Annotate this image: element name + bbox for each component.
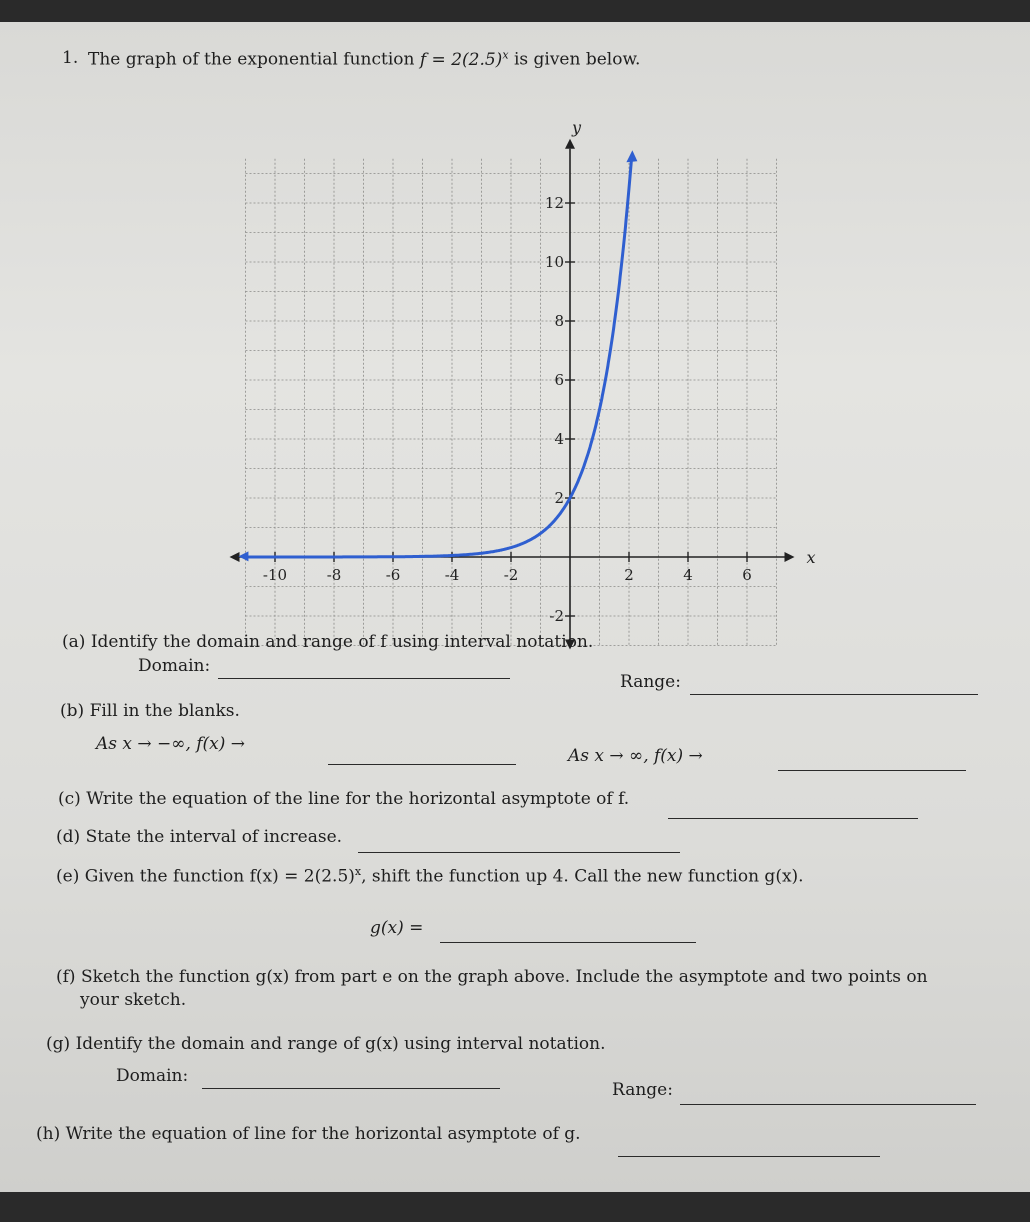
worksheet-page (0, 22, 1030, 1192)
question-c (58, 789, 629, 809)
question-b (60, 701, 240, 721)
d-answer-blank[interactable] (358, 852, 680, 853)
question-d (56, 827, 342, 847)
b-left-prompt: As x → −∞, f(x) → (96, 734, 246, 754)
question-f-line2: your sketch. (80, 990, 187, 1010)
a-range-answer-blank[interactable] (690, 694, 978, 695)
question-a-label: (a) (62, 632, 86, 652)
question-h-text: Write the equation of line for the horizontal asymptote of g. (65, 1124, 581, 1144)
problem-number: 1. (62, 48, 79, 68)
question-f (56, 967, 928, 987)
x-tick-label: -8 (326, 566, 342, 584)
x-tick-label: 4 (683, 566, 693, 584)
question-g-text: Identify the domain and range of g(x) using interval notation. (75, 1034, 606, 1054)
g-domain-label: Domain: (116, 1066, 189, 1086)
y-axis-label: y (572, 117, 582, 137)
question-a-text: Identify the domain and range of f using interval notation. (90, 632, 594, 652)
question-b-label: (b) (60, 701, 85, 721)
a-domain-label: Domain: (138, 656, 211, 676)
e-answer-blank[interactable] (440, 942, 696, 943)
a-domain-answer-blank[interactable] (218, 678, 510, 679)
problem-intro (88, 48, 640, 70)
y-tick-label: 12 (544, 194, 564, 212)
b-right-prompt: As x → ∞, f(x) → (568, 746, 703, 766)
x-tick-label: -4 (444, 566, 460, 584)
intro-before: The graph of the exponential function (88, 49, 415, 70)
y-tick-label: 10 (544, 253, 564, 271)
x-tick-label: 6 (742, 566, 752, 584)
question-c-text: Write the equation of the line for the horizontal asymptote of f. (86, 789, 630, 809)
question-d-label: (d) (56, 827, 81, 847)
question-e-text-after: , shift the function up 4. Call the new function g(x). (361, 866, 804, 887)
question-c-label: (c) (58, 789, 81, 809)
e-answer-label: g(x) = (370, 918, 424, 938)
curve-arrow-top (626, 150, 637, 162)
x-tick-label: -10 (262, 566, 288, 584)
question-e-text-before: Given the function f(x) = 2(2.5) (84, 866, 355, 887)
intro-after: is given below. (513, 49, 641, 70)
question-b-text: Fill in the blanks. (89, 701, 240, 721)
g-range-label: Range: (612, 1080, 673, 1100)
function-expression (420, 50, 509, 70)
x-axis-arrow-right (785, 552, 795, 562)
g-range-answer-blank[interactable] (680, 1104, 976, 1105)
x-tick-label: -6 (385, 566, 401, 584)
function-exponent: x (502, 48, 509, 61)
question-e-label: (e) (56, 866, 80, 887)
question-h (36, 1124, 581, 1144)
g-domain-answer-blank[interactable] (202, 1088, 500, 1089)
question-g-label: (g) (46, 1034, 71, 1054)
curve-arrow-left (238, 551, 248, 561)
x-tick-label: 2 (624, 566, 634, 584)
y-axis-arrow-up (565, 139, 575, 149)
b-right-answer-blank[interactable] (778, 770, 966, 771)
y-tick-label: 2 (554, 489, 564, 507)
h-answer-blank[interactable] (618, 1156, 880, 1157)
y-tick-label: 6 (554, 371, 564, 389)
c-answer-blank[interactable] (668, 818, 918, 819)
a-range-label: Range: (620, 672, 681, 692)
y-tick-label: 8 (554, 312, 564, 330)
y-tick-label: -2 (549, 607, 564, 625)
function-base: f = 2(2.5) (419, 49, 503, 70)
question-a (62, 632, 593, 652)
question-e (56, 865, 804, 887)
question-f-line1: Sketch the function g(x) from part e on the graph above. Include the asymptote and two points on (80, 967, 928, 987)
exponential-graph (240, 117, 816, 630)
x-tick-label: -2 (503, 566, 519, 584)
x-axis-arrow-left (230, 552, 240, 562)
question-h-label: (h) (36, 1124, 61, 1144)
question-g (46, 1034, 605, 1054)
question-d-text: State the interval of increase. (85, 827, 343, 847)
question-e-exponent: x (354, 865, 362, 878)
x-axis-label: x (806, 548, 816, 567)
question-f-label: (f) (56, 967, 76, 987)
b-left-answer-blank[interactable] (328, 764, 516, 765)
y-tick-label: 4 (554, 430, 564, 448)
